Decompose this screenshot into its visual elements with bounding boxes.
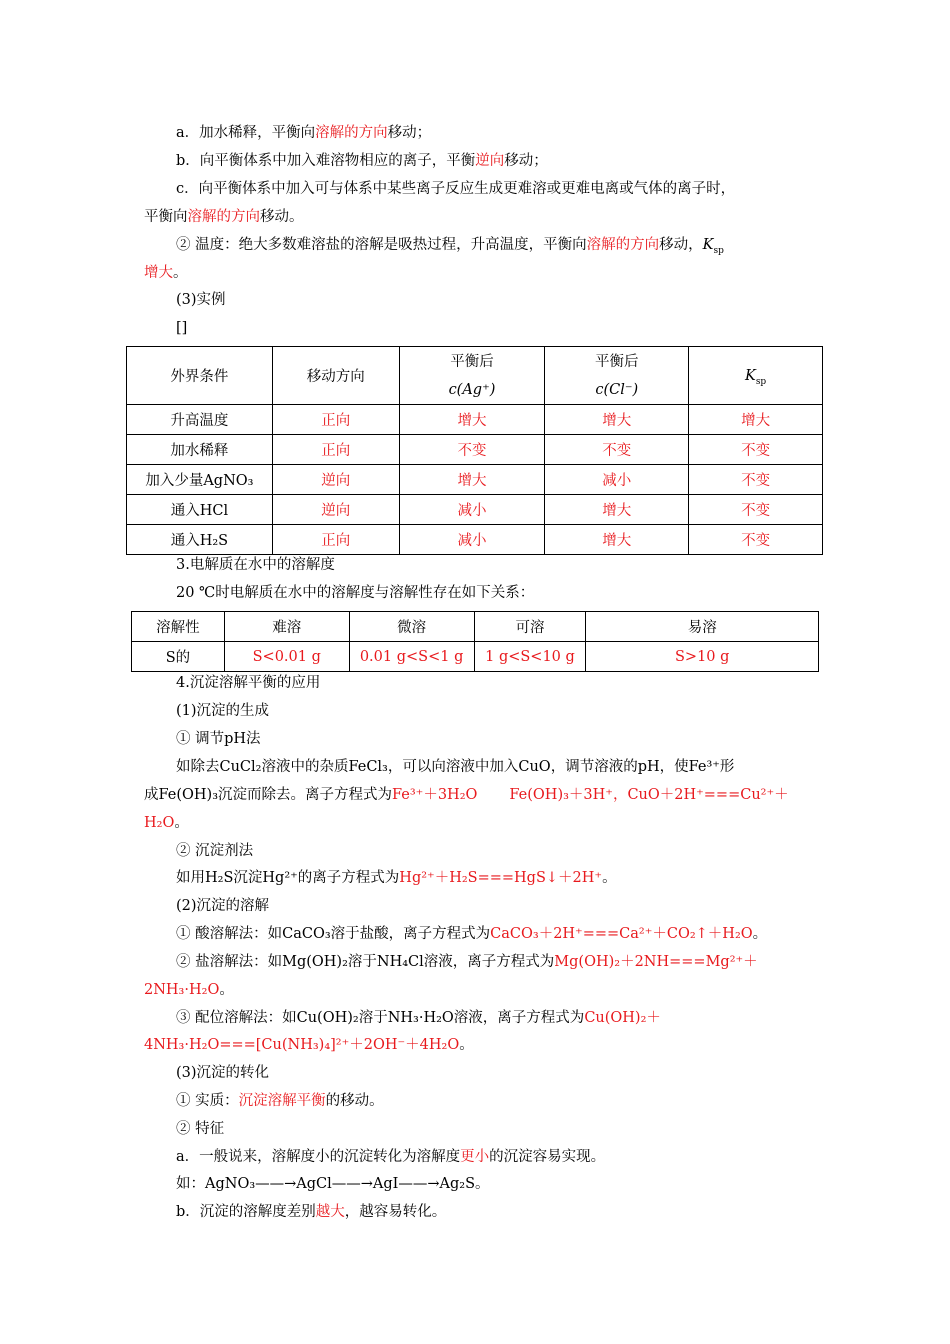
salt-description-2 — [144, 980, 234, 1000]
table-row — [132, 612, 819, 642]
table-row — [132, 642, 819, 672]
answer-cell: 逆向 — [272, 465, 399, 495]
line-temperature-2 — [144, 263, 188, 283]
text: 如用H₂S沉淀Hg²⁺的离子方程式为 — [176, 870, 400, 886]
answer-text: 更小 — [460, 1149, 490, 1165]
ksp-symbol: K — [702, 237, 714, 253]
answer-text: 溶解的方向 — [586, 237, 660, 253]
answer-text: 溶解的方向 — [315, 125, 388, 141]
text: b．沉淀的溶解度差别 — [176, 1204, 316, 1220]
solubility-table — [131, 611, 819, 672]
answer-text: 增大 — [144, 265, 173, 281]
answer-cell: S>10 g — [586, 642, 819, 672]
text: ，越容易转化。 — [344, 1204, 447, 1220]
table-cell: S的 — [132, 642, 225, 672]
answer-text: 逆向 — [475, 153, 505, 169]
answer-cell: 增大 — [545, 405, 689, 435]
equation-text: Hg²⁺＋H₂S===HgS↓＋2H⁺ — [399, 870, 603, 886]
answer-cell: 正向 — [272, 405, 399, 435]
subheading-agent: ② 沉淀剂法 — [176, 843, 254, 859]
ksp-subscript: sp — [713, 245, 724, 256]
text: a．一般说来，溶解度小的沉淀转化为溶解度 — [176, 1149, 461, 1165]
condition-cell: 通入HCl — [127, 495, 273, 525]
answer-cell: 不变 — [689, 525, 823, 555]
text: 。 — [752, 926, 768, 942]
answer-cell: 0.01 g<S<1 g — [349, 642, 474, 672]
line-b — [176, 151, 548, 171]
text: ① 酸溶解法：如CaCO₃溶于盐酸，离子方程式为 — [176, 926, 491, 942]
section-3-description: 20 ℃时电解质在水中的溶解度与溶解性存在如下关系： — [176, 585, 535, 601]
subheading-transform: (3)沉淀的转化 — [176, 1065, 270, 1081]
ph-description-3 — [144, 813, 189, 833]
table-row — [127, 435, 823, 465]
answer-text: 溶解的方向 — [187, 209, 260, 225]
header-text: c(Ag⁺) — [448, 381, 496, 398]
equation-text: Cu(OH)₂＋ — [584, 1010, 661, 1026]
answer-cell: 逆向 — [272, 495, 399, 525]
table-row — [127, 495, 823, 525]
header-cell — [689, 347, 823, 405]
equation-text: 4NH₃·H₂O===[Cu(NH₃)₄]²⁺＋2OH⁻＋4H₂O — [144, 1037, 460, 1053]
condition-cell: 加水稀释 — [127, 435, 273, 465]
text: b．向平衡体系中加入难溶物相应的离子，平衡 — [176, 153, 476, 169]
ksp-subscript: sp — [755, 376, 767, 387]
answer-cell: 增大 — [545, 525, 689, 555]
answer-cell: 不变 — [545, 435, 689, 465]
section-4-heading: 4.沉淀溶解平衡的应用 — [176, 675, 321, 691]
answer-cell: 增大 — [399, 465, 545, 495]
text: a．加水稀释，平衡向 — [176, 125, 316, 141]
line-c1: c．向平衡体系中加入可与体系中某些离子反应生成更难溶或更难电离或气体的离子时， — [176, 181, 736, 197]
feature-b — [176, 1202, 446, 1222]
table-cell: 溶解性 — [132, 612, 225, 642]
table-row — [127, 525, 823, 555]
table-row — [127, 465, 823, 495]
equation-text: CaCO₃＋2H⁺===Ca²⁺＋CO₂↑＋H₂O — [490, 926, 753, 942]
coordination-description — [176, 1008, 661, 1028]
bracket-placeholder: [] — [176, 320, 188, 336]
answer-cell: 不变 — [689, 465, 823, 495]
condition-cell: 加入少量AgNO₃ — [127, 465, 273, 495]
text: 平衡向 — [144, 209, 188, 225]
subheading-ph: ① 调节pH法 — [176, 731, 261, 747]
table-header-row — [127, 347, 823, 405]
condition-cell: 通入H₂S — [127, 525, 273, 555]
line-temperature — [176, 235, 724, 255]
line-a — [176, 123, 431, 143]
answer-cell: 不变 — [689, 495, 823, 525]
answer-text: 沉淀溶解平衡 — [238, 1093, 326, 1109]
text: ③ 配位溶解法：如Cu(OH)₂溶于NH₃·H₂O溶液，离子方程式为 — [176, 1010, 585, 1026]
text: ② 温度：绝大多数难溶盐的溶解是吸热过程，升高温度，平衡向 — [176, 237, 587, 253]
acid-description — [176, 924, 767, 944]
text: 。 — [602, 870, 617, 886]
ph-description-1: 如除去CuCl₂溶液中的杂质FeCl₃，可以向溶液中加入CuO，调节溶液的pH，使Fe³⁺形 — [176, 759, 735, 775]
answer-cell: 增大 — [545, 495, 689, 525]
header-cell: 移动方向 — [272, 347, 399, 405]
equation-text: H₂O — [144, 815, 175, 831]
equation-text: Fe(OH)₃＋3H⁺，CuO＋2H⁺===Cu²⁺＋ — [509, 787, 789, 803]
feature-a — [176, 1147, 605, 1167]
header-cell — [545, 347, 689, 405]
answer-cell: S<0.01 g — [224, 642, 349, 672]
text: 。 — [219, 982, 234, 998]
coordination-description-2 — [144, 1035, 474, 1055]
table-cell: 难溶 — [224, 612, 349, 642]
table-cell: 易溶 — [586, 612, 819, 642]
text: 移动。 — [260, 209, 304, 225]
text: ① 实质： — [176, 1093, 239, 1109]
answer-text: 越大 — [315, 1204, 345, 1220]
header-text: c(Cl⁻) — [595, 381, 639, 398]
header-text: 平衡后 — [450, 353, 494, 370]
text: ② 盐溶解法：如Mg(OH)₂溶于NH₄Cl溶液，离子方程式为 — [176, 954, 555, 970]
table-cell: 可溶 — [474, 612, 586, 642]
text: 。 — [174, 815, 189, 831]
answer-cell: 增大 — [689, 405, 823, 435]
answer-cell: 不变 — [689, 435, 823, 465]
salt-description — [176, 952, 758, 972]
text: 的沉淀容易实现。 — [489, 1149, 606, 1165]
header-text: 平衡后 — [595, 353, 639, 370]
text: 。 — [459, 1037, 474, 1053]
example-table — [126, 346, 823, 555]
example-heading: (3)实例 — [176, 292, 226, 308]
text: 成Fe(OH)₃沉淀而除去。离子方程式为 — [144, 787, 393, 803]
ksp-symbol: K — [744, 367, 756, 384]
answer-cell: 减小 — [545, 465, 689, 495]
answer-cell: 正向 — [272, 435, 399, 465]
text: 移动， — [659, 237, 703, 253]
answer-cell: 减小 — [399, 495, 545, 525]
text: 移动； — [387, 125, 432, 141]
equation-text: Mg(OH)₂＋2NH===Mg²⁺＋ — [554, 954, 758, 970]
feature-a-example: 如：AgNO₃——→AgCl——→AgI——→Ag₂S。 — [176, 1176, 490, 1192]
table-row — [127, 405, 823, 435]
answer-cell: 1 g<S<10 g — [474, 642, 586, 672]
line-c2 — [144, 207, 304, 227]
subheading-dissolve: (2)沉淀的溶解 — [176, 898, 270, 914]
equation-text: 2NH₃·H₂O — [144, 982, 220, 998]
table-cell: 微溶 — [349, 612, 474, 642]
section-3-heading: 3.电解质在水中的溶解度 — [176, 557, 335, 573]
agent-description — [176, 868, 617, 888]
answer-cell: 减小 — [399, 525, 545, 555]
text: 的移动。 — [325, 1093, 384, 1109]
answer-cell: 正向 — [272, 525, 399, 555]
answer-cell: 不变 — [399, 435, 545, 465]
header-cell: 外界条件 — [127, 347, 273, 405]
condition-cell: 升高温度 — [127, 405, 273, 435]
text: 移动； — [504, 153, 548, 169]
subheading-generation: (1)沉淀的生成 — [176, 703, 270, 719]
essence-line — [176, 1091, 384, 1111]
subheading-feature: ② 特征 — [176, 1121, 225, 1137]
equation-text: Fe³⁺＋3H₂O — [392, 787, 478, 803]
header-cell — [399, 347, 545, 405]
answer-cell: 增大 — [399, 405, 545, 435]
text: 。 — [173, 265, 188, 281]
ph-description-2 — [144, 785, 789, 805]
